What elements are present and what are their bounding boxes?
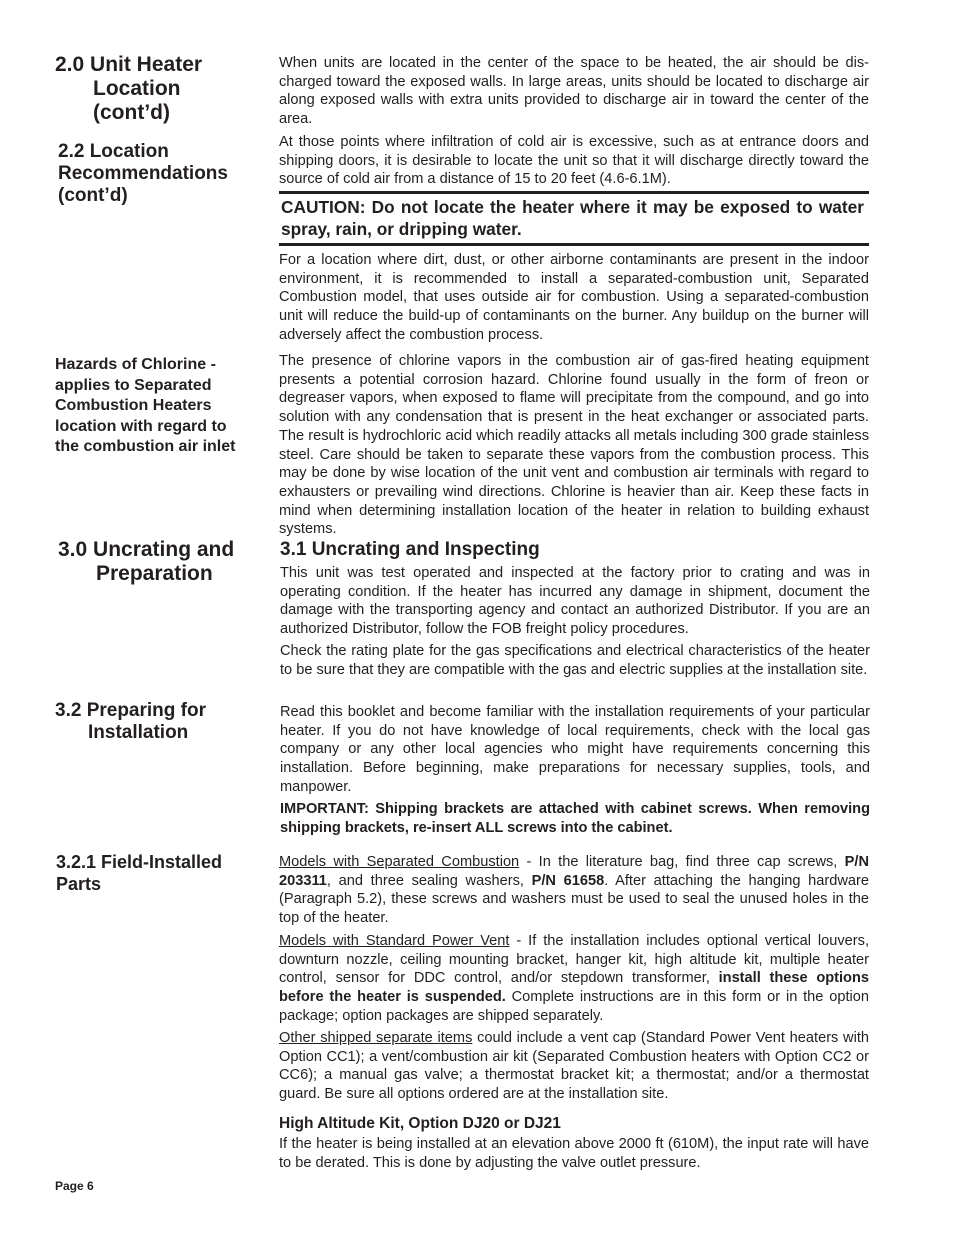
para-standard-power-vent [279,932,869,1026]
heading-2-0-line3: (cont’d) [93,101,170,124]
heading-2-2 [58,141,228,207]
para-rating-plate: Check the rating plate for the gas specifications and electrical characteristics of the heater to be sure that they are compatible with the gas and electric supplies at the installation site. [280,643,870,678]
sep-comb-text3: . After attaching the hanging hardware (Paragraph 5.2), these screws and washers must be used to seal the unused holes in the top of the heater. [279,872,869,927]
heading-3-2-1-line1: 3.2.1 Field-Installed [56,852,223,872]
heading-3-0 [58,538,234,586]
para-center-space: When units are located in the center of the space to be heated, the air should be discharged toward the exposed walls. In large areas, units should be located to discharge air along exposed walls with extra units provided to discharge air in toward the center of the area. [279,55,869,128]
heading-3-0-line2: Preparation [96,562,213,585]
caution-rule-top [279,191,869,194]
heading-3-2-line1: 3.2 Preparing for [55,700,206,721]
para-chlorine: The presence of chlorine vapors in the combustion air of gas-fired heating equipment presents a potential corrosion hazard. Chlorine found usually in the form of freon or degreaser vapors, when exposed to flame will precipitate from the compound, and go into solution with any condensation that is present in the heat exchanger or associated parts. The result is hydrochloric acid which readily attacks all metals including 300 grade stainless steel. Care should be taken to separate these vapors from the combustion process. This may be done by wise location of the unit vent and combustion air terminals with regard to exhausters or prevailing wind directions. Chlorine is heavier than air. Keep these facts in mind when determining installation location of the heater in relation to building exhaust systems. [279,353,869,538]
heading-2-2-line1: 2.2 Location [58,141,169,162]
para-contaminants: For a location where dirt, dust, or other airborne contaminants are present in the indoor environment, it is recommended to install a separated-combustion unit, Separated Combustion model, that uses outside air for combustion. Using a separated-combustion unit will reduce the build-up of contaminants on the burner. Any buildup on the burner will adversely affect the combustion process. [279,252,869,343]
heading-hazards-chlorine [55,355,235,458]
heading-3-0-line1: 3.0 Uncrating and [58,538,235,561]
hazards-line2: applies to Separated [55,376,212,394]
heading-2-2-line3: (cont’d) [58,185,128,206]
caution-rule-bottom [279,243,869,246]
heading-2-0-line2: Location [93,77,181,100]
std-vent-text2: Complete instructions are in this form or in the option package; option packages are shipped separately. [279,989,869,1024]
para-important: IMPORTANT: Shipping brackets are attached with cabinet screws. When removing shipping brackets, re-insert ALL screws into the cabinet. [280,801,870,836]
heading-3-2 [55,700,206,744]
std-vent-bold: install these options before the heater is suspended. [279,970,870,1006]
page-number: Page 6 [55,1179,94,1193]
heading-2-0-line1: 2.0 Unit Heater [55,53,203,76]
other-items-text: could include a vent cap (Standard Power Vent heaters with Option CC1); a vent/combustion air kit (Separated Combustion heaters with Option CC2 or CC6); a manual gas valve; a thermostat bracket kit; a thermostat; and/or a thermostat guard. Be sure all options ordered are at the installation site. [279,1030,869,1103]
hazards-line1: Hazards of Chlorine - [55,356,216,373]
part-number-screws: P/N 203311 [279,854,869,889]
heading-3-1: 3.1 Uncrating and Inspecting [280,539,540,560]
sep-comb-text1: - In the literature bag, find three cap screws, [519,854,845,870]
sep-comb-text2: , and three sealing washers, [326,872,532,889]
para-infiltration: At those points where infiltration of cold air is excessive, such as at entrance doors and shipping doors, it is desirable to locate the unit so that it will discharge directly toward the source of cold air from a distance of 15 to 20 feet (4.6-6.1M). [279,134,869,188]
link-standard-power-vent: Models with Standard Power Vent [279,933,510,949]
heading-2-0 [55,53,202,125]
para-test-operated: This unit was test operated and inspected at the factory prior to crating and was in operating condition. If the heater has incurred any damage in shipment, document the damage with the transporting agency and contact an authorized Distributor. If you are an authorized Distributor, follow the FOB freight policy procedures. [280,565,870,638]
hazards-line4: location with regard to [55,417,227,435]
para-booklet: Read this booklet and become familiar with the installation requirements of your particular heater. If you do not have knowledge of local requirements, check with the local gas company or any other local agencies who might have requirements concerning this installation. Before beginning, make preparations for necessary supplies, tools, and manpower. [280,704,870,795]
part-number-washers: P/N 61658 [531,872,605,889]
link-other-items: Other shipped separate items [279,1030,473,1046]
link-separated-combustion: Models with Separated Combustion [279,854,520,870]
hazards-line5: the combustion air inlet [55,438,236,455]
heading-3-2-1 [56,851,222,895]
para-other-items [279,1029,869,1104]
heading-2-2-line2: Recommendations [58,163,228,184]
heading-3-2-line2: Installation [88,722,189,743]
caution-notice: CAUTION: Do not locate the heater where it may be exposed to water spray, rain, or dripping water. [281,197,864,239]
para-separated-combustion [279,853,869,928]
heading-3-2-1-line2: Parts [56,874,102,894]
std-vent-text1: - If the installation includes optional vertical louvers, downturn nozzle, ceiling mounting bracket, hanger kit, high altitude kit, multiple heater control, sensor for DDC control, and/or stepdown transformer, [279,933,870,987]
para-high-altitude: If the heater is being installed at an elevation above 2000 ft (610M), the input rate will have to be derated. This is done by adjusting the valve outlet pressure. [279,1136,869,1171]
heading-high-altitude: High Altitude Kit, Option DJ20 or DJ21 [279,1115,561,1132]
hazards-line3: Combustion Heaters [55,397,212,414]
